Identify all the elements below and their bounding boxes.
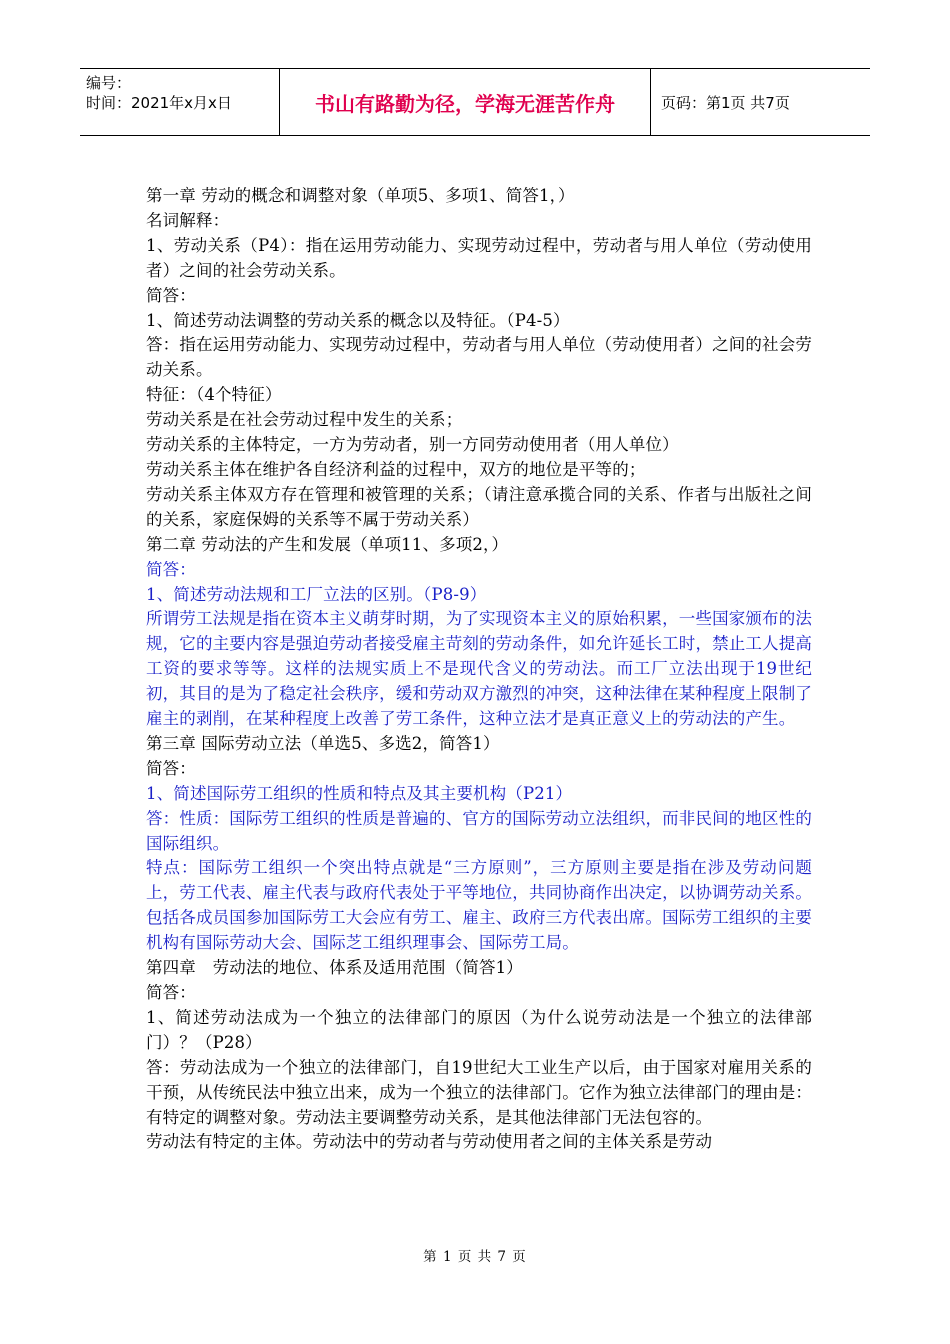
paragraph: 第三章 国际劳动立法（单选5、多选2，简答1） <box>146 733 500 753</box>
header-page-number: 页码：第1页 共7页 <box>661 93 790 112</box>
paragraph: 答：性质：国际劳工组织的性质是普遍的、官方的国际劳动立法组织，而非民间的地区性的国际组织。 <box>146 808 812 853</box>
paragraph: 第二章 劳动法的产生和发展（单项11、多项2，） <box>146 534 509 554</box>
paragraph: 简答： <box>146 983 196 1002</box>
document-body <box>146 184 812 1155</box>
paragraph: 第一章 劳动的概念和调整对象（单项5、多项1、简答1，） <box>146 186 575 205</box>
paragraph: 所谓劳工法规是指在资本主义萌芽时期，为了实现资本主义的原始积累，一些国家颁布的法规，它的主要内容是强迫劳动者接受雇主苛刻的劳动条件，如允许延长工时，禁止工人提高工资的要求等等。这样的法规实质上不是现代含义的劳动法。而工厂立法出现于19世纪初，其目的是为了稳定社会秩序，缓和劳动双方激烈的冲突，这种法律在某种程度上限制了雇主的剥削，在某种程度上改善了劳工条件，这种立法才是真正意义上的劳动法的产生。 <box>146 609 812 729</box>
paragraph: 劳动法有特定的主体。劳动法中的劳动者与劳动使用者之间的主体关系是劳动 <box>146 1132 713 1152</box>
paragraph: 名词解释： <box>146 210 230 230</box>
paragraph: 1、简述劳动法规和工厂立法的区别。（P8-9） <box>146 584 487 604</box>
page-header <box>80 68 870 136</box>
paragraph: 1、劳动关系（P4）：指在运用劳动能力、实现劳动过程中，劳动者与用人单位（劳动使用者）之间的社会劳动关系。 <box>146 235 812 280</box>
paragraph: 劳动关系是在社会劳动过程中发生的关系； <box>146 410 463 430</box>
paragraph: 简答： <box>146 758 196 778</box>
paragraph: 1、简述劳动法成为一个独立的法律部门的原因（为什么说劳动法是一个独立的法律部门）？（P28） <box>146 1007 812 1052</box>
paragraph: 简答： <box>146 285 196 305</box>
paragraph: 劳动关系的主体特定，一方为劳动者，别一方同劳动使用者（用人单位） <box>146 435 679 455</box>
paragraph: 简答： <box>146 559 196 579</box>
paragraph: 特征：（4个特征） <box>146 385 282 405</box>
paragraph: 有特定的调整对象。劳动法主要调整劳动关系，是其他法律部门无法包容的。 <box>146 1107 713 1127</box>
header-info-cell <box>80 69 280 135</box>
paragraph: 特点：国际劳工组织一个突出特点就是“三方原则”，三方原则主要是指在涉及劳动问题上，劳工代表、雇主代表与政府代表处于平等地位，共同协商作出决定，以协调劳动关系。包括各成员国参加国际劳工大会应有劳工、雇主、政府三方代表出席。国际劳工组织的主要机构有国际劳动大会、国际芝工组织理事会、国际劳工局。 <box>146 858 812 953</box>
header-motto: 书山有路勤为径，学海无涯苦作舟 <box>280 69 651 135</box>
paragraph: 答：指在运用劳动能力、实现劳动过程中，劳动者与用人单位（劳动使用者）之间的社会劳动关系。 <box>146 335 812 380</box>
paragraph: 劳动关系主体在维护各自经济利益的过程中，双方的地位是平等的； <box>146 459 646 479</box>
paragraph: 答：劳动法成为一个独立的法律部门，自19世纪大工业生产以后，由于国家对雇用关系的干预，从传统民法中独立出来，成为一个独立的法律部门。它作为独立法律部门的理由是： <box>146 1057 812 1102</box>
paragraph: 第四章 劳动法的地位、体系及适用范围（简答1） <box>146 958 523 978</box>
page-footer: 第 1 页 共 7 页 <box>423 1249 527 1265</box>
paragraph: 1、简述国际劳工组织的性质和特点及其主要机构（P21） <box>146 783 573 803</box>
paragraph: 1、简述劳动法调整的劳动关系的概念以及特征。（P4-5） <box>146 310 570 330</box>
paragraph: 劳动关系主体双方存在管理和被管理的关系；（请注意承揽合同的关系、作者与出版社之间的关系，家庭保姆的关系等不属于劳动关系） <box>146 484 812 529</box>
document-date-label: 时间：2021年x月x日 <box>86 94 232 112</box>
document-number-label: 编号： <box>86 74 132 92</box>
